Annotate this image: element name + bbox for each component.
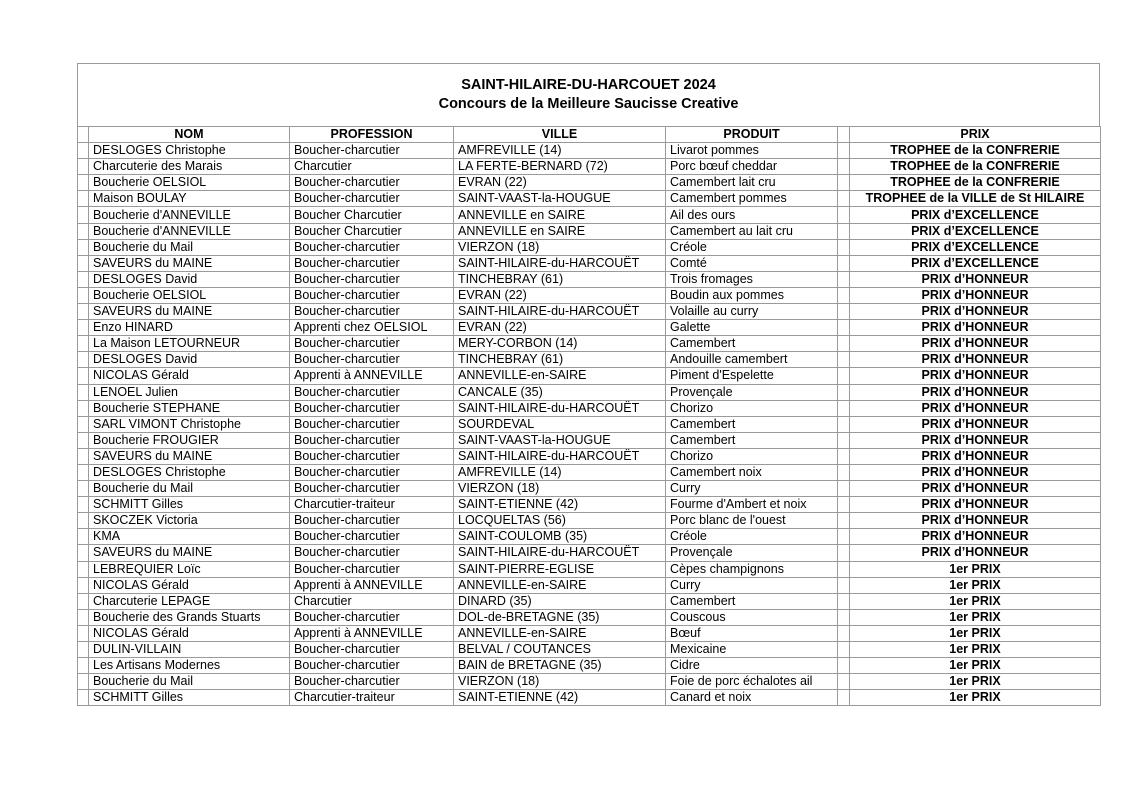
cell-produit: Cidre xyxy=(666,658,838,674)
table-row xyxy=(78,642,1101,658)
row-spacer xyxy=(78,529,89,545)
row-spacer xyxy=(838,255,850,271)
row-spacer xyxy=(838,593,850,609)
row-spacer xyxy=(78,352,89,368)
row-spacer xyxy=(838,674,850,690)
cell-profession: Charcutier xyxy=(290,159,454,175)
table-row xyxy=(78,352,1101,368)
cell-produit: Comté xyxy=(666,255,838,271)
cell-prix: 1er PRIX xyxy=(850,674,1101,690)
cell-nom: SCHMITT Gilles xyxy=(89,497,290,513)
cell-nom: LEBREQUIER Loïc xyxy=(89,561,290,577)
cell-profession: Boucher-charcutier xyxy=(290,271,454,287)
cell-prix: TROPHEE de la CONFRERIE xyxy=(850,175,1101,191)
table-row xyxy=(78,481,1101,497)
table-row xyxy=(78,400,1101,416)
cell-profession: Boucher-charcutier xyxy=(290,545,454,561)
cell-prix: PRIX d’HONNEUR xyxy=(850,432,1101,448)
row-spacer xyxy=(78,609,89,625)
cell-profession: Boucher Charcutier xyxy=(290,223,454,239)
cell-profession: Boucher-charcutier xyxy=(290,529,454,545)
row-spacer xyxy=(78,497,89,513)
cell-profession: Boucher-charcutier xyxy=(290,384,454,400)
row-spacer xyxy=(78,143,89,159)
cell-produit: Livarot pommes xyxy=(666,143,838,159)
table-row xyxy=(78,658,1101,674)
cell-produit: Créole xyxy=(666,239,838,255)
table-row xyxy=(78,175,1101,191)
table-body xyxy=(78,143,1101,706)
cell-profession: Boucher-charcutier xyxy=(290,448,454,464)
header-spacer xyxy=(838,127,850,143)
cell-prix: PRIX d’EXCELLENCE xyxy=(850,239,1101,255)
cell-ville: VIERZON (18) xyxy=(454,674,666,690)
cell-nom: La Maison LETOURNEUR xyxy=(89,336,290,352)
document-title: SAINT-HILAIRE-DU-HARCOUET 2024 xyxy=(461,77,716,93)
cell-prix: PRIX d’EXCELLENCE xyxy=(850,223,1101,239)
cell-nom: Boucherie OELSIOL xyxy=(89,287,290,303)
cell-nom: Boucherie des Grands Stuarts xyxy=(89,609,290,625)
row-spacer xyxy=(838,561,850,577)
row-spacer xyxy=(78,513,89,529)
row-spacer xyxy=(838,400,850,416)
table-row xyxy=(78,255,1101,271)
cell-profession: Boucher-charcutier xyxy=(290,304,454,320)
cell-nom: LENOEL Julien xyxy=(89,384,290,400)
table-row xyxy=(78,432,1101,448)
cell-prix: TROPHEE de la CONFRERIE xyxy=(850,159,1101,175)
table-row xyxy=(78,191,1101,207)
row-spacer xyxy=(838,143,850,159)
table-row xyxy=(78,223,1101,239)
cell-prix: PRIX d’HONNEUR xyxy=(850,271,1101,287)
row-spacer xyxy=(838,207,850,223)
cell-prix: PRIX d’HONNEUR xyxy=(850,497,1101,513)
cell-produit: Piment d'Espelette xyxy=(666,368,838,384)
table-row xyxy=(78,336,1101,352)
cell-ville: LA FERTE-BERNARD (72) xyxy=(454,159,666,175)
document-subtitle: Concours de la Meilleure Saucisse Creative xyxy=(438,96,739,112)
cell-profession: Charcutier-traiteur xyxy=(290,690,454,706)
row-spacer xyxy=(78,674,89,690)
cell-profession: Boucher-charcutier xyxy=(290,432,454,448)
cell-profession: Apprenti à ANNEVILLE xyxy=(290,625,454,641)
cell-profession: Boucher-charcutier xyxy=(290,175,454,191)
cell-produit: Camembert xyxy=(666,593,838,609)
cell-prix: PRIX d’HONNEUR xyxy=(850,448,1101,464)
cell-ville: SAINT-ETIENNE (42) xyxy=(454,690,666,706)
cell-nom: NICOLAS Gérald xyxy=(89,577,290,593)
cell-prix: PRIX d’HONNEUR xyxy=(850,545,1101,561)
row-spacer xyxy=(838,432,850,448)
cell-ville: ANNEVILLE-en-SAIRE xyxy=(454,577,666,593)
cell-ville: EVRAN (22) xyxy=(454,175,666,191)
row-spacer xyxy=(78,625,89,641)
cell-prix: PRIX d’HONNEUR xyxy=(850,304,1101,320)
cell-prix: PRIX d’HONNEUR xyxy=(850,416,1101,432)
cell-ville: ANNEVILLE en SAIRE xyxy=(454,223,666,239)
row-spacer xyxy=(838,529,850,545)
cell-produit: Porc blanc de l'ouest xyxy=(666,513,838,529)
cell-prix: 1er PRIX xyxy=(850,561,1101,577)
row-spacer xyxy=(78,690,89,706)
cell-profession: Boucher-charcutier xyxy=(290,561,454,577)
header-spacer xyxy=(78,127,89,143)
row-spacer xyxy=(78,416,89,432)
row-spacer xyxy=(838,287,850,303)
cell-produit: Cèpes champignons xyxy=(666,561,838,577)
table-row xyxy=(78,609,1101,625)
cell-produit: Camembert lait cru xyxy=(666,175,838,191)
cell-profession: Boucher-charcutier xyxy=(290,658,454,674)
cell-produit: Curry xyxy=(666,577,838,593)
cell-nom: SAVEURS du MAINE xyxy=(89,448,290,464)
cell-prix: PRIX d’HONNEUR xyxy=(850,481,1101,497)
row-spacer xyxy=(78,287,89,303)
row-spacer xyxy=(838,577,850,593)
table-row xyxy=(78,625,1101,641)
cell-produit: Ail des ours xyxy=(666,207,838,223)
cell-produit: Camembert noix xyxy=(666,464,838,480)
table-row xyxy=(78,143,1101,159)
header-row xyxy=(78,127,1101,143)
cell-prix: PRIX d’HONNEUR xyxy=(850,368,1101,384)
cell-produit: Mexicaine xyxy=(666,642,838,658)
cell-ville: SAINT-VAAST-la-HOUGUE xyxy=(454,432,666,448)
row-spacer xyxy=(78,593,89,609)
cell-nom: Charcuterie LEPAGE xyxy=(89,593,290,609)
cell-profession: Boucher-charcutier xyxy=(290,143,454,159)
header-ville: VILLE xyxy=(454,127,666,143)
row-spacer xyxy=(838,448,850,464)
row-spacer xyxy=(78,481,89,497)
row-spacer xyxy=(838,416,850,432)
cell-produit: Créole xyxy=(666,529,838,545)
cell-nom: Boucherie du Mail xyxy=(89,239,290,255)
cell-produit: Chorizo xyxy=(666,448,838,464)
cell-produit: Galette xyxy=(666,320,838,336)
cell-nom: Boucherie du Mail xyxy=(89,481,290,497)
row-spacer xyxy=(838,642,850,658)
cell-prix: PRIX d’HONNEUR xyxy=(850,529,1101,545)
cell-nom: SAVEURS du MAINE xyxy=(89,545,290,561)
cell-ville: SAINT-HILAIRE-du-HARCOUËT xyxy=(454,400,666,416)
cell-produit: Camembert xyxy=(666,336,838,352)
table-row xyxy=(78,674,1101,690)
cell-nom: Enzo HINARD xyxy=(89,320,290,336)
cell-ville: ANNEVILLE-en-SAIRE xyxy=(454,368,666,384)
cell-prix: 1er PRIX xyxy=(850,609,1101,625)
cell-ville: SOURDEVAL xyxy=(454,416,666,432)
cell-ville: BAIN de BRETAGNE (35) xyxy=(454,658,666,674)
cell-produit: Trois fromages xyxy=(666,271,838,287)
row-spacer xyxy=(838,352,850,368)
table-row xyxy=(78,384,1101,400)
table-row xyxy=(78,464,1101,480)
cell-produit: Boudin aux pommes xyxy=(666,287,838,303)
row-spacer xyxy=(78,207,89,223)
table-row xyxy=(78,207,1101,223)
cell-produit: Foie de porc échalotes ail xyxy=(666,674,838,690)
table-row xyxy=(78,497,1101,513)
cell-nom: Boucherie d'ANNEVILLE xyxy=(89,207,290,223)
row-spacer xyxy=(78,561,89,577)
cell-nom: SKOCZEK Victoria xyxy=(89,513,290,529)
cell-nom: Boucherie du Mail xyxy=(89,674,290,690)
cell-profession: Boucher-charcutier xyxy=(290,287,454,303)
results-table xyxy=(77,126,1101,706)
row-spacer xyxy=(838,690,850,706)
header-profession: PROFESSION xyxy=(290,127,454,143)
row-spacer xyxy=(838,336,850,352)
cell-prix: 1er PRIX xyxy=(850,658,1101,674)
cell-nom: SAVEURS du MAINE xyxy=(89,255,290,271)
table-row xyxy=(78,287,1101,303)
cell-nom: SAVEURS du MAINE xyxy=(89,304,290,320)
cell-produit: Bœuf xyxy=(666,625,838,641)
cell-nom: Boucherie FROUGIER xyxy=(89,432,290,448)
cell-profession: Boucher-charcutier xyxy=(290,352,454,368)
cell-nom: DESLOGES David xyxy=(89,352,290,368)
title-block xyxy=(77,63,1100,126)
cell-produit: Andouille camembert xyxy=(666,352,838,368)
row-spacer xyxy=(78,642,89,658)
header-produit: PRODUIT xyxy=(666,127,838,143)
cell-profession: Boucher-charcutier xyxy=(290,239,454,255)
cell-nom: Charcuterie des Marais xyxy=(89,159,290,175)
spreadsheet-sheet xyxy=(77,63,1100,706)
row-spacer xyxy=(838,239,850,255)
table-row xyxy=(78,320,1101,336)
cell-profession: Apprenti à ANNEVILLE xyxy=(290,368,454,384)
cell-ville: SAINT-HILAIRE-du-HARCOUËT xyxy=(454,304,666,320)
table-row xyxy=(78,690,1101,706)
cell-prix: 1er PRIX xyxy=(850,690,1101,706)
cell-nom: NICOLAS Gérald xyxy=(89,368,290,384)
cell-prix: 1er PRIX xyxy=(850,642,1101,658)
cell-nom: Boucherie d'ANNEVILLE xyxy=(89,223,290,239)
cell-prix: 1er PRIX xyxy=(850,625,1101,641)
cell-profession: Boucher-charcutier xyxy=(290,513,454,529)
cell-produit: Curry xyxy=(666,481,838,497)
row-spacer xyxy=(838,545,850,561)
row-spacer xyxy=(838,368,850,384)
cell-profession: Boucher-charcutier xyxy=(290,464,454,480)
cell-ville: SAINT-HILAIRE-du-HARCOUËT xyxy=(454,255,666,271)
cell-prix: PRIX d’HONNEUR xyxy=(850,464,1101,480)
cell-ville: SAINT-ETIENNE (42) xyxy=(454,497,666,513)
cell-profession: Boucher-charcutier xyxy=(290,191,454,207)
row-spacer xyxy=(838,304,850,320)
cell-nom: SARL VIMONT Christophe xyxy=(89,416,290,432)
cell-ville: DINARD (35) xyxy=(454,593,666,609)
cell-prix: PRIX d’HONNEUR xyxy=(850,336,1101,352)
cell-prix: PRIX d’HONNEUR xyxy=(850,384,1101,400)
cell-ville: AMFREVILLE (14) xyxy=(454,143,666,159)
cell-produit: Porc bœuf cheddar xyxy=(666,159,838,175)
cell-prix: PRIX d’HONNEUR xyxy=(850,287,1101,303)
cell-produit: Camembert pommes xyxy=(666,191,838,207)
cell-profession: Boucher Charcutier xyxy=(290,207,454,223)
cell-ville: VIERZON (18) xyxy=(454,481,666,497)
cell-profession: Apprenti chez OELSIOL xyxy=(290,320,454,336)
table-row xyxy=(78,529,1101,545)
table-row xyxy=(78,304,1101,320)
row-spacer xyxy=(78,400,89,416)
cell-produit: Volaille au curry xyxy=(666,304,838,320)
cell-nom: DESLOGES Christophe xyxy=(89,464,290,480)
table-row xyxy=(78,239,1101,255)
row-spacer xyxy=(78,175,89,191)
cell-prix: PRIX d’HONNEUR xyxy=(850,513,1101,529)
row-spacer xyxy=(78,545,89,561)
cell-profession: Apprenti à ANNEVILLE xyxy=(290,577,454,593)
row-spacer xyxy=(838,384,850,400)
cell-ville: TINCHEBRAY (61) xyxy=(454,352,666,368)
cell-ville: SAINT-PIERRE-EGLISE xyxy=(454,561,666,577)
cell-prix: PRIX d’HONNEUR xyxy=(850,320,1101,336)
row-spacer xyxy=(838,497,850,513)
row-spacer xyxy=(78,336,89,352)
row-spacer xyxy=(78,191,89,207)
cell-nom: Boucherie STEPHANE xyxy=(89,400,290,416)
cell-ville: BELVAL / COUTANCES xyxy=(454,642,666,658)
cell-ville: ANNEVILLE-en-SAIRE xyxy=(454,625,666,641)
table-row xyxy=(78,593,1101,609)
cell-produit: Couscous xyxy=(666,609,838,625)
cell-nom: DESLOGES David xyxy=(89,271,290,287)
table-row xyxy=(78,577,1101,593)
cell-prix: 1er PRIX xyxy=(850,577,1101,593)
cell-produit: Camembert au lait cru xyxy=(666,223,838,239)
row-spacer xyxy=(838,223,850,239)
cell-ville: VIERZON (18) xyxy=(454,239,666,255)
cell-prix: TROPHEE de la VILLE de St HILAIRE xyxy=(850,191,1101,207)
cell-profession: Charcutier-traiteur xyxy=(290,497,454,513)
cell-profession: Boucher-charcutier xyxy=(290,416,454,432)
cell-produit: Provençale xyxy=(666,545,838,561)
cell-ville: CANCALE (35) xyxy=(454,384,666,400)
cell-profession: Charcutier xyxy=(290,593,454,609)
row-spacer xyxy=(78,320,89,336)
row-spacer xyxy=(78,255,89,271)
table-row xyxy=(78,159,1101,175)
row-spacer xyxy=(838,175,850,191)
cell-ville: SAINT-HILAIRE-du-HARCOUËT xyxy=(454,545,666,561)
table-row xyxy=(78,416,1101,432)
row-spacer xyxy=(838,513,850,529)
row-spacer xyxy=(78,448,89,464)
cell-ville: TINCHEBRAY (61) xyxy=(454,271,666,287)
row-spacer xyxy=(838,625,850,641)
cell-profession: Boucher-charcutier xyxy=(290,255,454,271)
cell-prix: TROPHEE de la CONFRERIE xyxy=(850,143,1101,159)
row-spacer xyxy=(78,658,89,674)
header-prix: PRIX xyxy=(850,127,1101,143)
row-spacer xyxy=(838,464,850,480)
row-spacer xyxy=(78,159,89,175)
cell-produit: Canard et noix xyxy=(666,690,838,706)
cell-produit: Camembert xyxy=(666,432,838,448)
table-row xyxy=(78,368,1101,384)
cell-ville: MERY-CORBON (14) xyxy=(454,336,666,352)
cell-nom: Boucherie OELSIOL xyxy=(89,175,290,191)
cell-nom: Les Artisans Modernes xyxy=(89,658,290,674)
cell-prix: PRIX d’EXCELLENCE xyxy=(850,255,1101,271)
cell-ville: EVRAN (22) xyxy=(454,287,666,303)
cell-ville: LOCQUELTAS (56) xyxy=(454,513,666,529)
cell-ville: SAINT-COULOMB (35) xyxy=(454,529,666,545)
row-spacer xyxy=(78,223,89,239)
row-spacer xyxy=(78,432,89,448)
cell-produit: Fourme d'Ambert et noix xyxy=(666,497,838,513)
row-spacer xyxy=(78,239,89,255)
cell-profession: Boucher-charcutier xyxy=(290,642,454,658)
cell-nom: SCHMITT Gilles xyxy=(89,690,290,706)
cell-profession: Boucher-charcutier xyxy=(290,400,454,416)
row-spacer xyxy=(838,658,850,674)
cell-nom: NICOLAS Gérald xyxy=(89,625,290,641)
cell-ville: EVRAN (22) xyxy=(454,320,666,336)
cell-produit: Provençale xyxy=(666,384,838,400)
row-spacer xyxy=(78,577,89,593)
cell-produit: Chorizo xyxy=(666,400,838,416)
cell-profession: Boucher-charcutier xyxy=(290,609,454,625)
row-spacer xyxy=(838,481,850,497)
row-spacer xyxy=(838,191,850,207)
row-spacer xyxy=(78,271,89,287)
table-row xyxy=(78,561,1101,577)
row-spacer xyxy=(838,271,850,287)
row-spacer xyxy=(838,609,850,625)
cell-profession: Boucher-charcutier xyxy=(290,336,454,352)
cell-ville: DOL-de-BRETAGNE (35) xyxy=(454,609,666,625)
cell-prix: PRIX d’HONNEUR xyxy=(850,352,1101,368)
cell-nom: KMA xyxy=(89,529,290,545)
cell-nom: DESLOGES Christophe xyxy=(89,143,290,159)
row-spacer xyxy=(78,304,89,320)
header-nom: NOM xyxy=(89,127,290,143)
table-row xyxy=(78,545,1101,561)
cell-prix: PRIX d’EXCELLENCE xyxy=(850,207,1101,223)
cell-ville: SAINT-VAAST-la-HOUGUE xyxy=(454,191,666,207)
row-spacer xyxy=(838,320,850,336)
cell-profession: Boucher-charcutier xyxy=(290,481,454,497)
cell-ville: AMFREVILLE (14) xyxy=(454,464,666,480)
cell-nom: DULIN-VILLAIN xyxy=(89,642,290,658)
table-row xyxy=(78,448,1101,464)
cell-prix: PRIX d’HONNEUR xyxy=(850,400,1101,416)
cell-nom: Maison BOULAY xyxy=(89,191,290,207)
table-row xyxy=(78,513,1101,529)
row-spacer xyxy=(78,368,89,384)
cell-prix: 1er PRIX xyxy=(850,593,1101,609)
cell-profession: Boucher-charcutier xyxy=(290,674,454,690)
table-row xyxy=(78,271,1101,287)
cell-produit: Camembert xyxy=(666,416,838,432)
row-spacer xyxy=(78,384,89,400)
cell-ville: ANNEVILLE en SAIRE xyxy=(454,207,666,223)
row-spacer xyxy=(838,159,850,175)
cell-ville: SAINT-HILAIRE-du-HARCOUËT xyxy=(454,448,666,464)
row-spacer xyxy=(78,464,89,480)
